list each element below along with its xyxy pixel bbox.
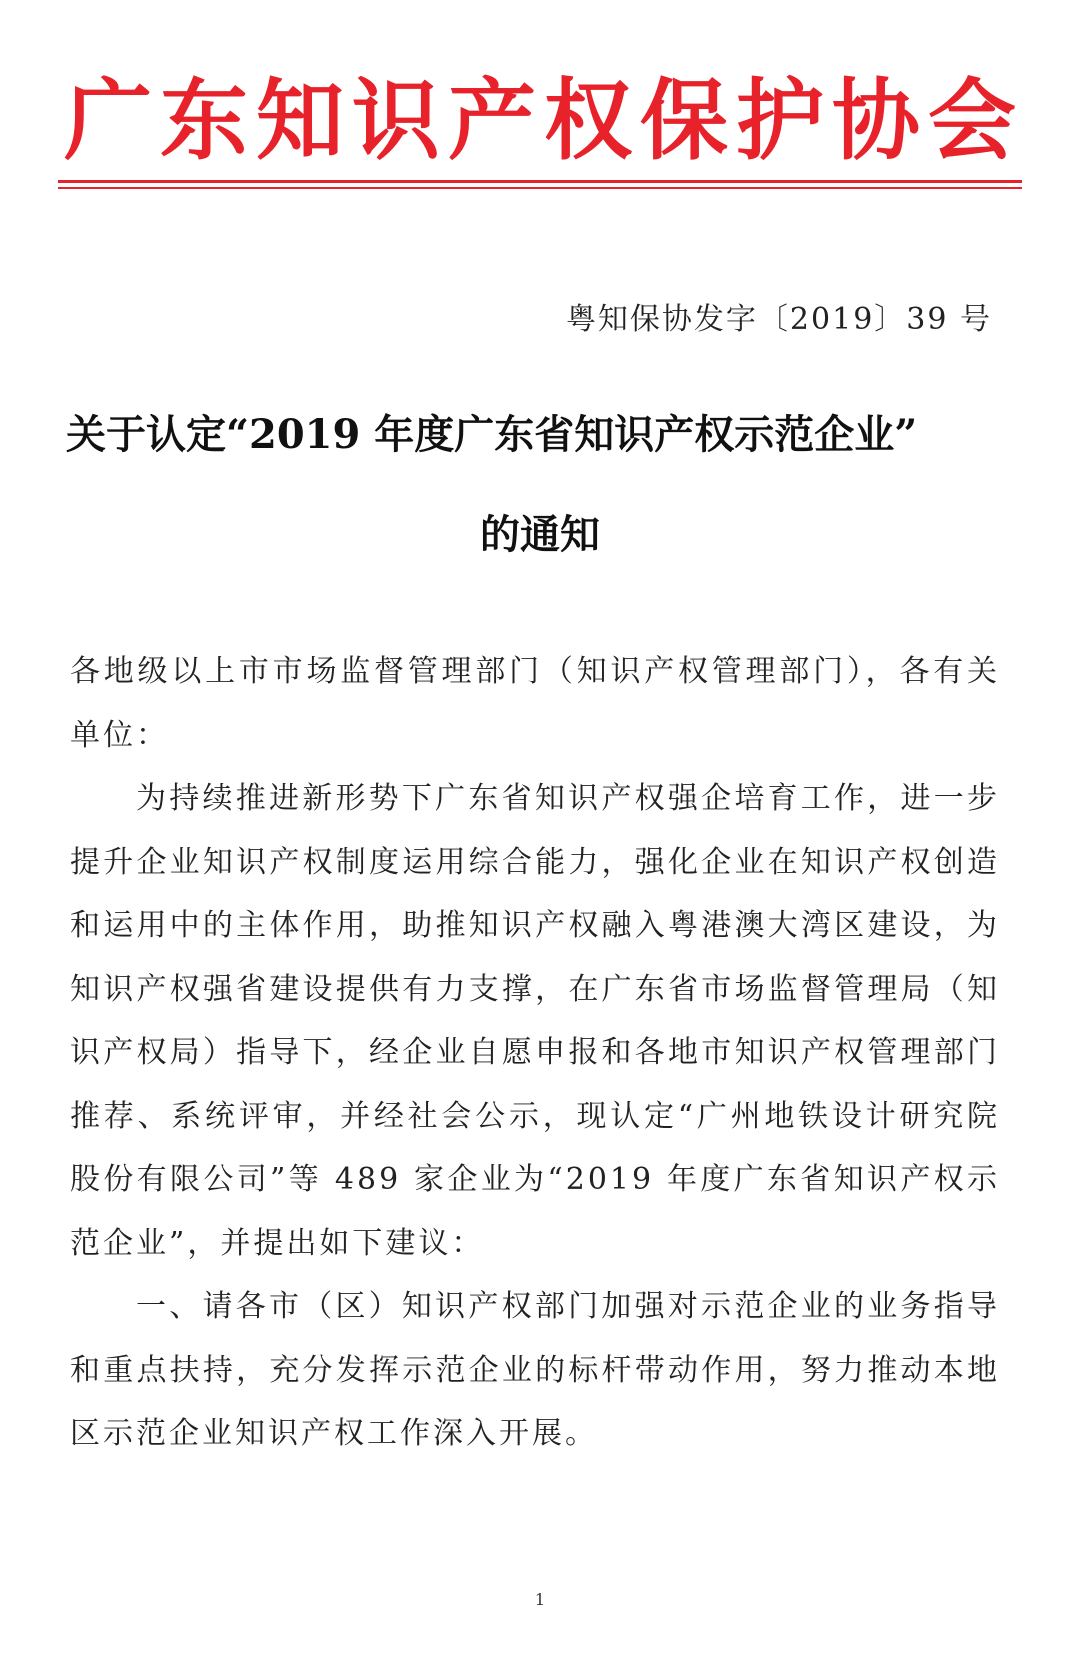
letterhead-char: 权: [543, 68, 632, 172]
letterhead-char: 广: [63, 68, 152, 172]
body-paragraph-1: 为持续推进新形势下广东省知识产权强企培育工作，进一步提升企业知识产权制度运用综合能力，强化企业在知识产权创造和运用中的主体作用，助推知识产权融入粤港澳大湾区建设，为知识产权强省建设提供有力支撑，在广东省市场监督管理局（知识产权局）指导下，经企业自愿申报和各地市知识产权管理部门推荐、系统评审，并经社会公示，现认定“广州地铁设计研究院股份有限公司”等 489 家企业为“2019 年度广东省知识产权示范企业”，并提出如下建议：: [70, 781, 1000, 1261]
letterhead-char: 护: [735, 68, 824, 172]
letterhead-char: 识: [351, 68, 440, 172]
document-title-line1: 关于认定“2019 年度广东省知识产权示范企业”: [66, 411, 918, 458]
letterhead-org-name: [60, 70, 1020, 170]
letterhead-char: 协: [831, 68, 920, 172]
document-number: 粤知保协发字〔2019〕39 号: [565, 302, 992, 337]
letterhead-char: 会: [927, 68, 1016, 172]
letterhead-char: 保: [639, 68, 728, 172]
letterhead-divider-thin: [58, 187, 1022, 189]
document-title-line2: 的通知: [480, 511, 600, 558]
letterhead-char: 产: [447, 68, 536, 172]
salutation: 各地级以上市市场监督管理部门（知识产权管理部门），各有关单位：: [70, 654, 1000, 753]
letterhead-divider-thick: [58, 180, 1022, 183]
document-body: [70, 640, 1000, 1466]
document-title: [60, 385, 1020, 585]
letterhead-char: 知: [255, 68, 344, 172]
page-number: 1: [534, 1590, 546, 1609]
body-paragraph-2: 一、请各市（区）知识产权部门加强对示范企业的业务指导和重点扶持，充分发挥示范企业的标杆带动作用，努力推动本地区示范企业知识产权工作深入开展。: [70, 1289, 1000, 1451]
letterhead-char: 东: [159, 68, 248, 172]
